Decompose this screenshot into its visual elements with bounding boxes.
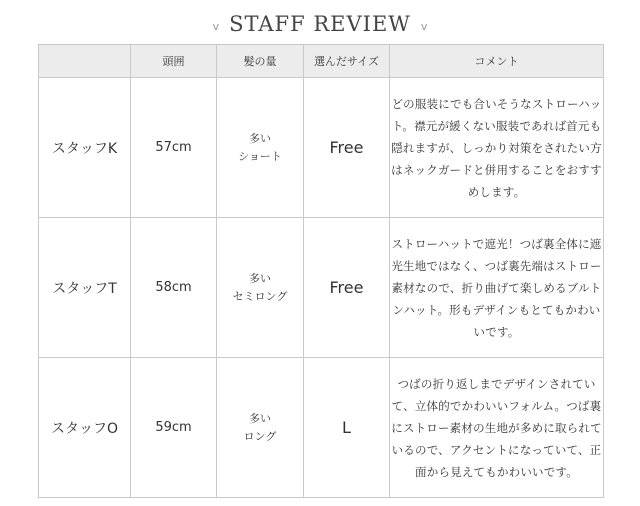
header-comment: コメント (390, 45, 604, 78)
hair-cell (217, 78, 304, 218)
header-head-size: 頭囲 (131, 45, 217, 78)
head-size: 58cm (131, 218, 217, 358)
chosen-size: Free (304, 78, 390, 218)
chevron-down-icon: v (212, 19, 220, 33)
staff-name: スタッフK (39, 78, 131, 218)
head-size: 59cm (131, 358, 217, 498)
staff-name: スタッフO (39, 358, 131, 498)
table-header-row (39, 45, 604, 78)
hair-length: ショート (238, 149, 282, 163)
header-blank (39, 45, 131, 78)
section-title-text: STAFF REVIEW (229, 12, 411, 36)
hair-amount: 多い (249, 131, 271, 145)
header-chosen-size: 選んだサイズ (304, 45, 390, 78)
section-title (0, 6, 640, 42)
table-row (39, 218, 604, 358)
chosen-size: L (304, 358, 390, 498)
hair-length: セミロング (232, 289, 288, 303)
chevron-down-icon: v (420, 19, 428, 33)
table-row (39, 78, 604, 218)
comment: ストローハットで遮光！つば裏全体に遮光生地ではなく、つば裏先端はストロー素材なので、折り曲げて楽しめるブルトンハット。形もデザインもとてもかわいいです。 (390, 218, 604, 358)
hair-amount: 多い (249, 271, 271, 285)
staff-name: スタッフT (39, 218, 131, 358)
chosen-size: Free (304, 218, 390, 358)
hair-amount: 多い (249, 411, 271, 425)
head-size: 57cm (131, 78, 217, 218)
hair-length: ロング (243, 429, 277, 443)
header-hair-amount: 髪の量 (217, 45, 304, 78)
comment: どの服装にでも合いそうなストローハット。襟元が緩くない服装であれば首元も隠れますが、しっかり対策をされたい方はネックガードと併用することをおすすめします。 (390, 78, 604, 218)
comment: つばの折り返しまでデザインされていて、立体的でかわいいフォルム。つば裏にストロー素材の生地が多めに取られているので、アクセントになっていて、正面から見えてもかわいいです。 (390, 358, 604, 498)
table-row (39, 358, 604, 498)
hair-cell (217, 358, 304, 498)
hair-cell (217, 218, 304, 358)
staff-review-table (38, 44, 604, 498)
